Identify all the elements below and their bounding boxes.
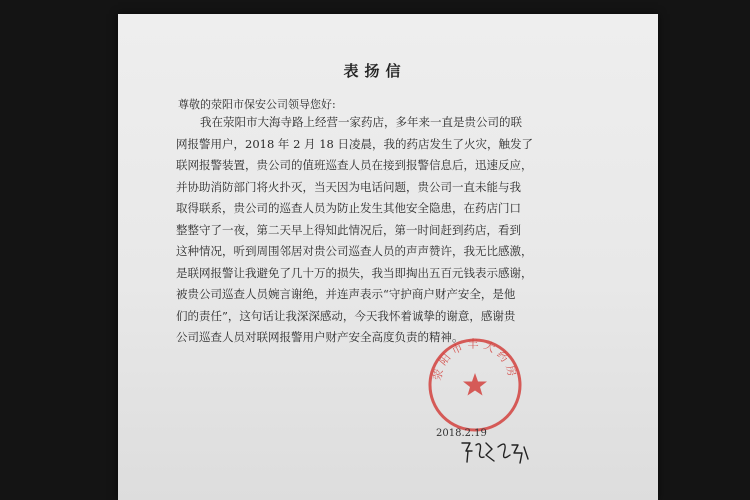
body-line: 被贵公司巡查人员婉言谢绝，并连声表示“守护商户财产安全，是他 xyxy=(176,287,516,301)
seal-text: 荥阳市丰大药房 xyxy=(430,337,520,382)
body-line: 取得联系，贵公司的巡查人员为防止发生其他安全隐患，在药店门口 xyxy=(176,201,521,215)
body-line: 们的责任”，这句话让我深深感动，今天我怀着诚挚的谢意，感谢贵 xyxy=(176,308,516,323)
letter-salutation: 尊敬的荥阳市保安公司领导您好: xyxy=(178,98,336,111)
body-line: 是联网报警让我避免了几十万的损失，我当即掏出五百元钱表示感谢， xyxy=(176,265,533,280)
letter-title: 表扬信 xyxy=(343,62,407,80)
body-line: 联网报警装置，贵公司的值班巡查人员在接到报警信息后，迅速反应， xyxy=(176,158,533,172)
handwritten-signature xyxy=(458,437,532,467)
body-line: 公司巡查人员对联网报警用户财产安全高度负责的精神。 xyxy=(176,330,464,344)
seal-star-icon xyxy=(463,373,487,396)
body-line: 网报警用户，2018 年 2 月 18 日凌晨，我的药店发生了火灾，触发了 xyxy=(176,136,533,151)
body-line: 这种情况，听到周围邻居对贵公司巡查人员的声声赞许，我无比感激， xyxy=(176,244,533,258)
body-line: 并协助消防部门将火扑灭，当天因为电话问题，贵公司一直未能与我 xyxy=(176,179,521,194)
body-line: 整整守了一夜，第二天早上得知此情况后，第一时间赶到药店，看到 xyxy=(176,222,521,237)
letter-date: 2018.2.19 xyxy=(436,428,487,439)
red-seal-stamp xyxy=(425,335,525,435)
letter-body xyxy=(176,112,531,349)
body-line: 我在荥阳市大海寺路上经营一家药店，多年来一直是贵公司的联 xyxy=(200,115,522,129)
